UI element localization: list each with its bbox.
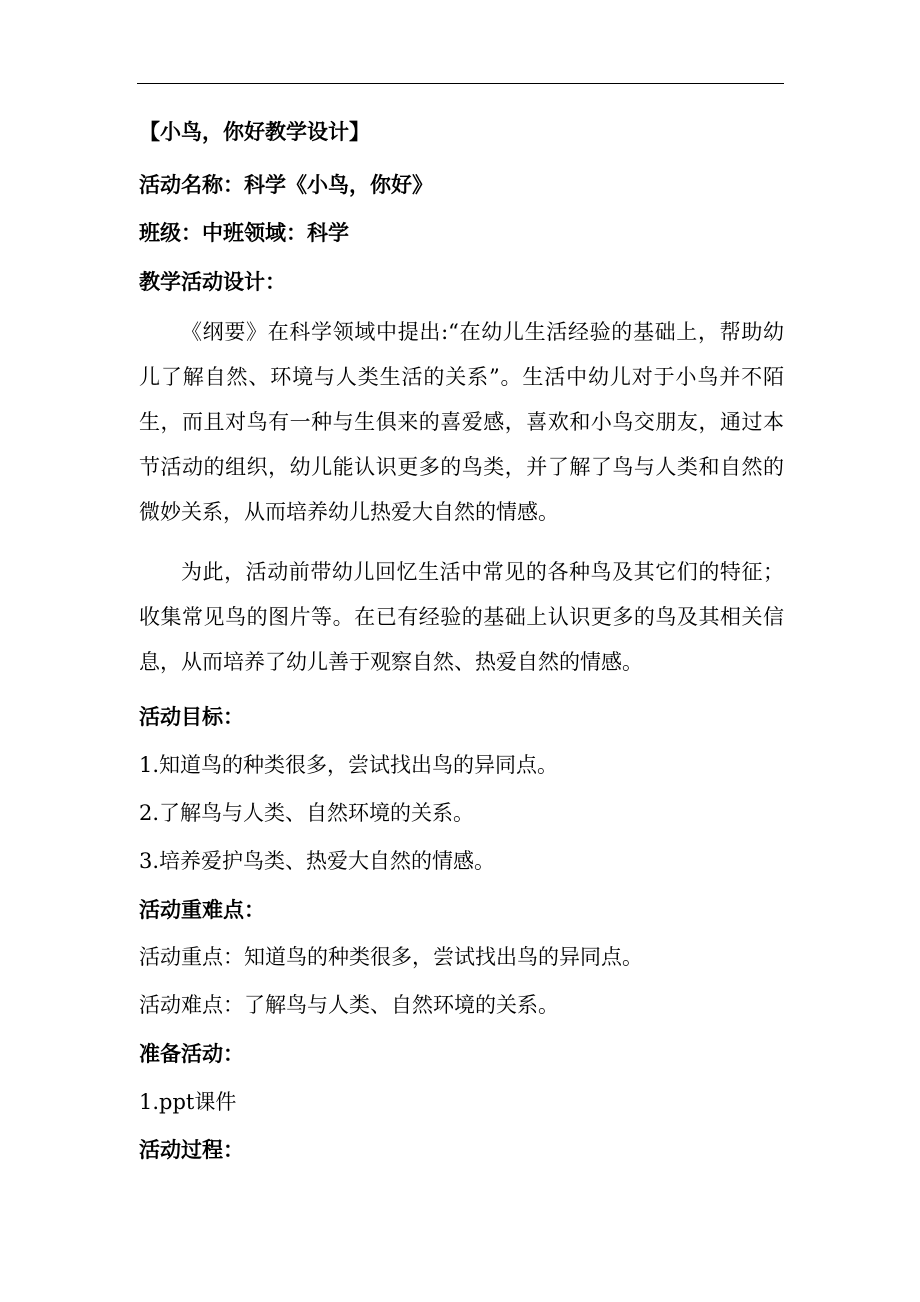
class-field: 班级：中班领域：科学 (139, 221, 349, 245)
header-rule (137, 83, 784, 84)
design-paragraph-2: 为此，活动前带幼儿回忆生活中常见的各种鸟及其它们的特征；收集常见鸟的图片等。在已有经验的基础上认识更多的鸟及其相关信息，从而培养了幼儿善于观察自然、热爱自然的情感。 (139, 560, 784, 674)
goal-item-3: 3.培养爱护鸟类、热爱大自然的情感。 (139, 849, 496, 873)
design-paragraph-1: 《纲要》在科学领域中提出:“在幼儿生活经验的基础上，帮助幼儿了解自然、环境与人类生活的关系”。生活中幼儿对于小鸟并不陌生，而且对鸟有一种与生俱来的喜爱感，喜欢和小鸟交朋友，通过本节活动的组织，幼儿能认识更多的鸟类，并了解了鸟与人类和自然的微妙关系，从而培养幼儿热爱大自然的情感。 (139, 320, 784, 524)
prep-item: 1.ppt课件 (139, 1090, 237, 1114)
document-title: 【小鸟，你好教学设计】 (139, 120, 370, 144)
key-heading: 活动重难点： (139, 898, 265, 922)
process-heading: 活动过程： (139, 1138, 244, 1162)
goal-item-2: 2.了解鸟与人类、自然环境的关系。 (139, 801, 475, 825)
activity-name: 活动名称：科学《小鸟，你好》 (139, 173, 433, 197)
design-heading: 教学活动设计： (139, 270, 286, 294)
prep-heading: 准备活动： (139, 1042, 244, 1066)
goal-item-1: 1.知道鸟的种类很多，尝试找出鸟的异同点。 (139, 753, 559, 777)
goals-heading: 活动目标： (139, 705, 244, 729)
difficult-point: 活动难点：了解鸟与人类、自然环境的关系。 (139, 993, 559, 1017)
key-point: 活动重点：知道鸟的种类很多，尝试找出鸟的异同点。 (139, 945, 643, 969)
